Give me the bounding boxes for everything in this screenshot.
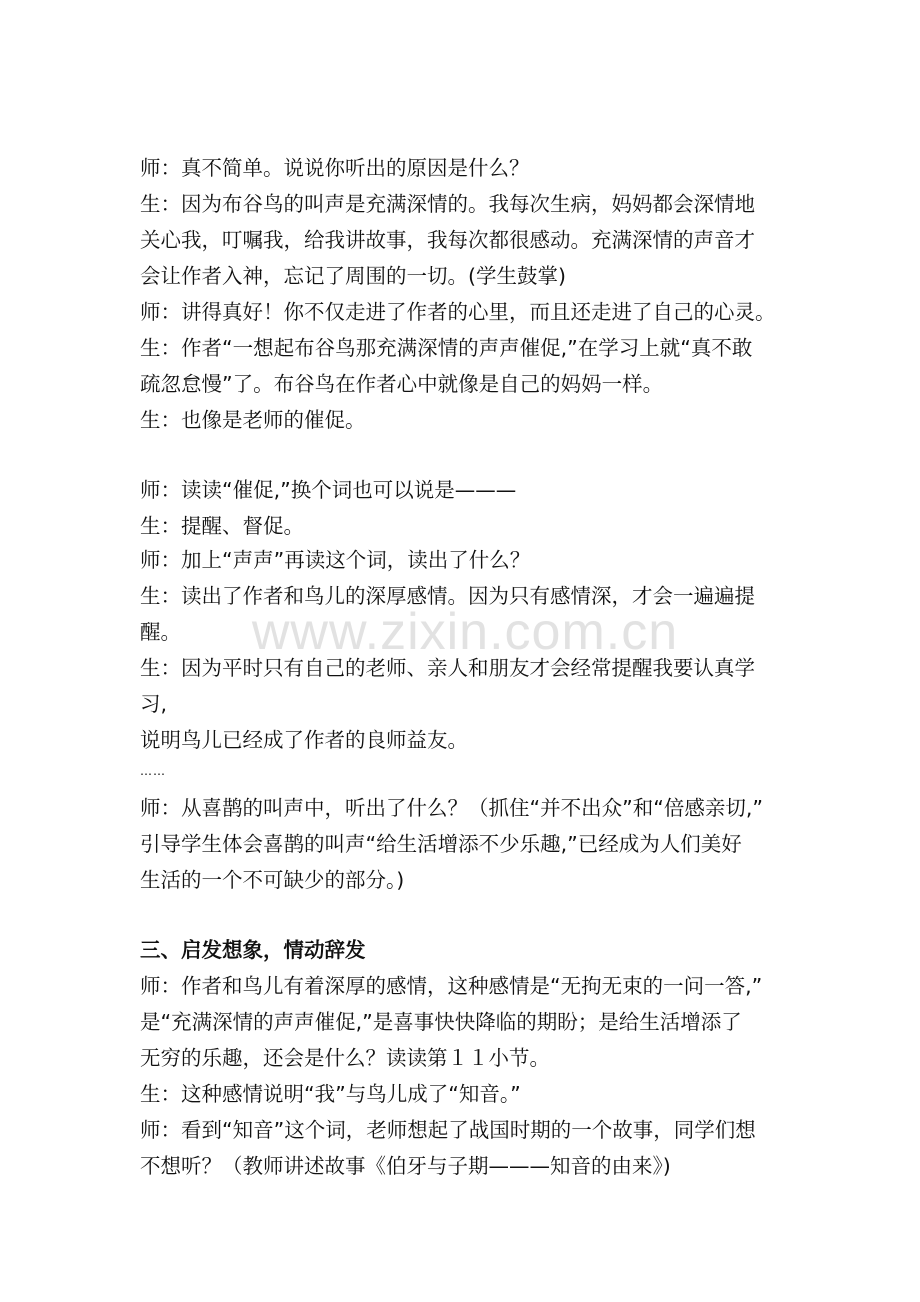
text-line: 是“充满深情的声声催促,”是喜事快快降临的期盼；是给生活增添了 bbox=[140, 1010, 742, 1034]
ellipsis-line: …… bbox=[140, 764, 166, 778]
text-line: 师：从喜鹊的叫声中，听出了什么？（抓住“并不出众”和“倍感亲切,” bbox=[140, 796, 763, 820]
text-line: 师：真不简单。说说你听出的原因是什么？ bbox=[140, 156, 530, 180]
text-line: 生：因为平时只有自己的老师、亲人和朋友才会经常提醒我要认真学 bbox=[140, 656, 755, 680]
text-line: 生：读出了作者和鸟儿的深厚感情。因为只有感情深，才会一遍遍提 bbox=[140, 584, 755, 608]
text-line: 师：作者和鸟儿有着深厚的感情，这种感情是“无拘无束的一问一答,” bbox=[140, 974, 763, 998]
text-line: 说明鸟儿已经成了作者的良师益友。 bbox=[140, 728, 468, 752]
section-heading: 三、启发想象，情动辞发 bbox=[140, 938, 366, 962]
text-line: 醒。 bbox=[140, 620, 181, 644]
text-line: 疏忽怠慢”了。布谷鸟在作者心中就像是自己的妈妈一样。 bbox=[140, 372, 664, 396]
text-line: 生活的一个不可缺少的部分。) bbox=[140, 868, 405, 892]
text-line: 引导学生体会喜鹊的叫声“给生活增添不少乐趣,”已经成为人们美好 bbox=[140, 832, 742, 856]
watermark: www.zixin.com.cn bbox=[251, 603, 679, 661]
text-line: 师：读读“催促,”换个词也可以说是——— bbox=[140, 478, 517, 502]
text-line: 关心我，叮嘱我，给我讲故事，我每次都很感动。充满深情的声音才 bbox=[140, 228, 755, 252]
text-line: 无穷的乐趣，还会是什么？读读第１１小节。 bbox=[140, 1046, 550, 1070]
text-line: 师：加上“声声”再读这个词，读出了什么？ bbox=[140, 548, 531, 572]
text-line: 生：这种感情说明“我”与鸟儿成了“知音。” bbox=[140, 1082, 521, 1106]
text-line: 生：作者“一想起布谷鸟那充满深情的声声催促,”在学习上就“真不敢 bbox=[140, 336, 753, 360]
text-line: 不想听？（教师讲述故事《伯牙与子期———知音的由来》) bbox=[140, 1154, 671, 1178]
text-line: 师：讲得真好！你不仅走进了作者的心里，而且还走进了自己的心灵。 bbox=[140, 300, 776, 324]
text-line: 生：因为布谷鸟的叫声是充满深情的。我每次生病，妈妈都会深情地 bbox=[140, 192, 755, 216]
text-line: 习, bbox=[140, 692, 168, 716]
text-line: 生：也像是老师的催促。 bbox=[140, 408, 366, 432]
text-line: 师：看到“知音”这个词，老师想起了战国时期的一个故事，同学们想 bbox=[140, 1118, 756, 1142]
text-line: 生：提醒、督促。 bbox=[140, 514, 304, 538]
text-line: 会让作者入神，忘记了周围的一切。(学生鼓掌) bbox=[140, 264, 566, 288]
